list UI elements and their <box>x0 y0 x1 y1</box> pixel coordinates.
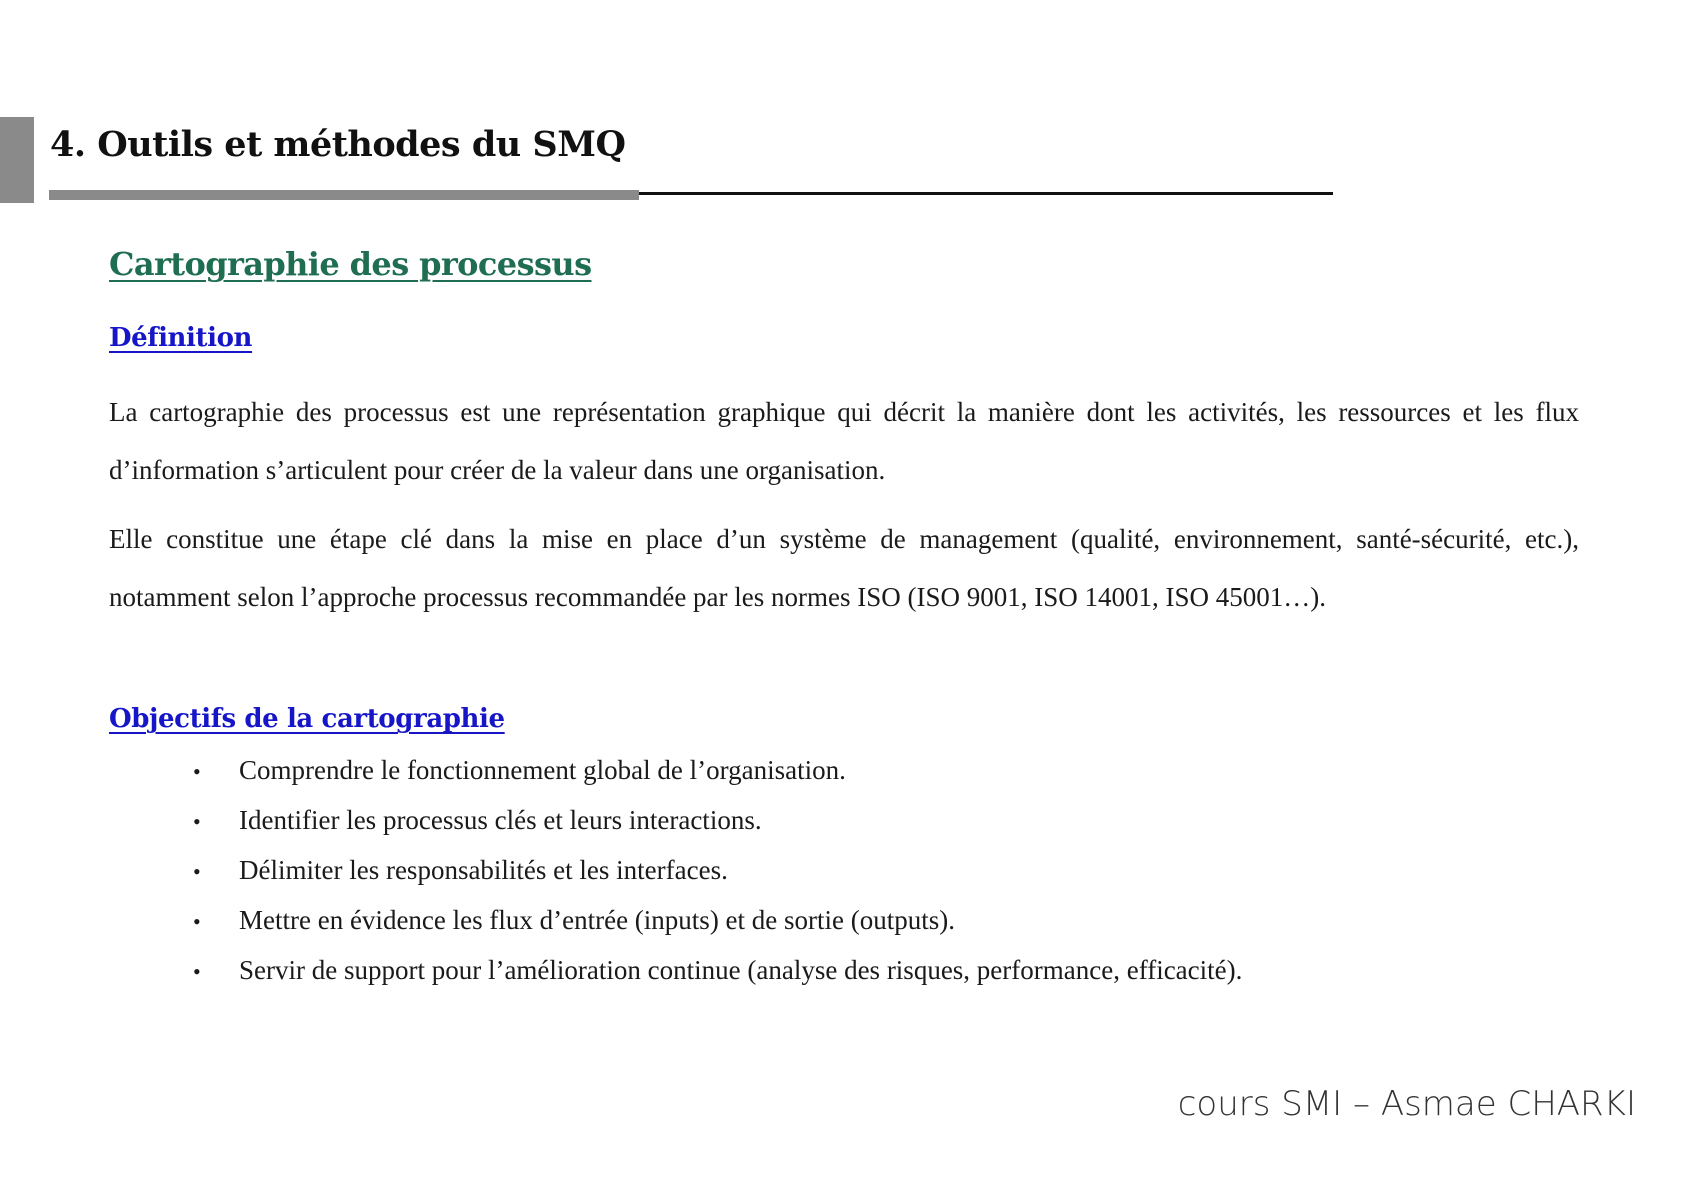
bullet-icon: • <box>193 859 201 884</box>
footer-credit: cours SMI – Asmae CHARKI <box>1177 1084 1636 1124</box>
slide-title: 4. Outils et méthodes du SMQ <box>50 124 626 165</box>
list-item <box>190 745 1242 795</box>
list-item-text: Identifier les processus clés et leurs interactions. <box>239 805 762 835</box>
bullet-icon: • <box>193 959 201 984</box>
list-item <box>190 895 1242 945</box>
list-item-text: Mettre en évidence les flux d’entrée (inputs) et de sortie (outputs). <box>239 905 956 935</box>
definition-heading: Définition <box>109 323 253 353</box>
bullet-icon: • <box>193 809 201 834</box>
list-item <box>190 845 1242 895</box>
list-item <box>190 795 1242 845</box>
definition-paragraph-2: Elle constitue une étape clé dans la mise en place d’un système de management (qualité, environnement, santé-sécurité, etc.), notamment selon l’approche processus recommandée par les normes ISO (ISO 9001, ISO 14001, ISO 45001…). <box>109 524 1579 612</box>
definition-paragraph-1: La cartographie des processus est une représentation graphique qui décrit la manière dont les activités, les ressources et les flux d’information s’articulent pour créer de la valeur dans une organisation. <box>109 397 1579 485</box>
objectives-list <box>190 745 1242 995</box>
title-underline-gray <box>49 190 639 200</box>
title-accent-bar <box>0 117 34 203</box>
list-item-text: Comprendre le fonctionnement global de l’organisation. <box>239 755 846 785</box>
section-title: Cartographie des processus <box>109 245 592 283</box>
objectives-heading: Objectifs de la cartographie <box>109 704 505 734</box>
bullet-icon: • <box>193 909 201 934</box>
list-item-text: Délimiter les responsabilités et les interfaces. <box>239 855 728 885</box>
bullet-icon: • <box>193 759 201 784</box>
list-item-text: Servir de support pour l’amélioration continue (analyse des risques, performance, efficacité). <box>239 955 1243 985</box>
title-underline-black <box>639 192 1333 195</box>
list-item <box>190 945 1242 995</box>
